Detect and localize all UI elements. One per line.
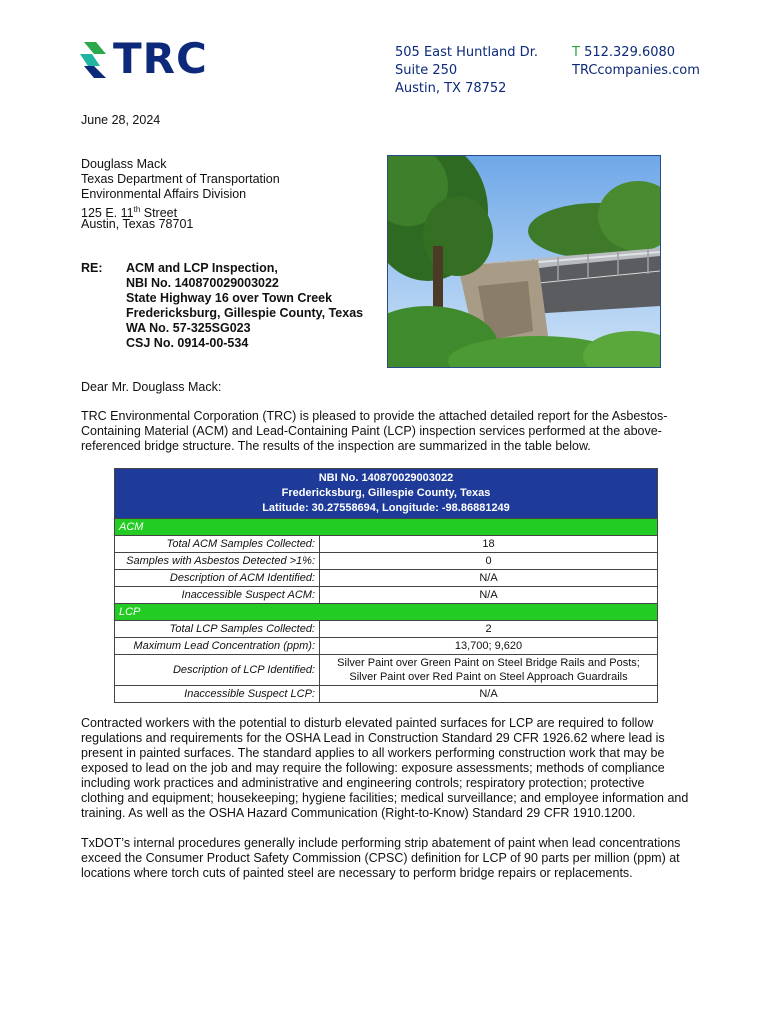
logo-chevron-icon xyxy=(80,40,110,80)
salutation: Dear Mr. Douglass Mack: xyxy=(81,380,222,394)
re-line: State Highway 16 over Town Creek xyxy=(126,291,333,305)
recipient-street xyxy=(81,202,280,221)
re-line: WA No. 57-325SG023 xyxy=(126,321,251,335)
row-value: N/A xyxy=(320,587,658,604)
table-row xyxy=(115,621,658,638)
re-line: Fredericksburg, Gillespie County, Texas xyxy=(126,306,364,320)
address-line: Austin, TX 78752 xyxy=(395,81,507,96)
table-row xyxy=(115,587,658,604)
intro-paragraph: TRC Environmental Corporation (TRC) is pleased to provide the attached detailed report for the Asbestos-Containing Material (ACM) and Lead-Containing Paint (LCP) inspection services performed at the above-referenced bridge structure. The results of the inspection are summarized in the table below. xyxy=(81,409,668,453)
bridge-photo-image xyxy=(388,156,660,367)
recipient-name: Douglass Mack xyxy=(81,157,167,171)
table-row xyxy=(115,536,658,553)
company-address xyxy=(395,44,538,98)
row-label: Samples with Asbestos Detected >1%: xyxy=(115,553,320,570)
header-nbi: NBI No. 140870029003022 xyxy=(318,472,454,484)
logo-text: TRC xyxy=(113,34,208,83)
recipient-division: Environmental Affairs Division xyxy=(81,187,247,201)
row-value: 18 xyxy=(320,536,658,553)
lcp-section-label: LCP xyxy=(115,604,658,621)
acm-section-row xyxy=(115,519,658,536)
row-label: Inaccessible Suspect ACM: xyxy=(115,587,320,604)
row-label: Inaccessible Suspect LCP: xyxy=(115,686,320,703)
row-value: 2 xyxy=(320,621,658,638)
company-contact xyxy=(572,44,700,80)
street-name: Street xyxy=(140,206,178,221)
table-header-cell xyxy=(115,469,658,519)
re-line: CSJ No. 0914-00-534 xyxy=(126,336,249,350)
letter-date: June 28, 2024 xyxy=(81,113,161,127)
address-line: Suite 250 xyxy=(395,63,458,78)
row-value-line: Silver Paint over Green Paint on Steel Bridge Rails and Posts; xyxy=(337,657,640,669)
phone-number: 512.329.6080 xyxy=(584,45,676,60)
table-row xyxy=(115,553,658,570)
row-value xyxy=(320,655,658,686)
header-coordinates: Latitude: 30.27558694, Longitude: -98.86881249 xyxy=(262,502,510,514)
row-value: N/A xyxy=(320,686,658,703)
row-value-line: Silver Paint over Red Paint on Steel Approach Guardrails xyxy=(349,671,628,683)
recipient-org: Texas Department of Transportation xyxy=(81,172,280,186)
header-location: Fredericksburg, Gillespie County, Texas xyxy=(281,487,491,499)
bridge-photo xyxy=(387,155,661,368)
row-value: 0 xyxy=(320,553,658,570)
re-subject xyxy=(126,261,363,351)
re-label: RE: xyxy=(81,261,103,275)
acm-section-label: ACM xyxy=(115,519,658,536)
recipient-block xyxy=(81,157,280,232)
row-label: Total LCP Samples Collected: xyxy=(115,621,320,638)
table-row xyxy=(115,638,658,655)
row-value: 13,700; 9,620 xyxy=(320,638,658,655)
table-header-row xyxy=(115,469,658,519)
osha-paragraph: Contracted workers with the potential to disturb elevated painted surfaces for LCP are required to follow regulations and requirements for the OSHA Lead in Construction Standard 29 CFR 1926.62 where lead is present in painted surfaces. The standard applies to all workers performing construction work that may be exposed to lead on the job and may require the following: exposure assessments; methods of compliance including work practices and administrative and engineering controls; respiratory protection; protective clothing and equipment; housekeeping; hygiene facilities; medical surveillance; and employee information and training. As well as the OSHA Hazard Communication (Right-to-Know) Standard 29 CFR 1910.1200. xyxy=(81,716,689,820)
website-link[interactable]: TRCcompanies.com xyxy=(572,63,700,78)
recipient-city: Austin, Texas 78701 xyxy=(81,217,194,231)
phone-line xyxy=(572,44,700,62)
table-row xyxy=(115,570,658,587)
table-row xyxy=(115,655,658,686)
row-label: Maximum Lead Concentration (ppm): xyxy=(115,638,320,655)
address-line: 505 East Huntland Dr. xyxy=(395,45,538,60)
row-value: N/A xyxy=(320,570,658,587)
street-number: 125 E. 11 xyxy=(81,206,134,221)
row-label: Total ACM Samples Collected: xyxy=(115,536,320,553)
re-line: ACM and LCP Inspection, xyxy=(126,261,278,275)
inspection-summary-table xyxy=(114,468,658,703)
re-line: NBI No. 140870029003022 xyxy=(126,276,279,290)
trc-logo xyxy=(80,34,210,83)
table-row xyxy=(115,686,658,703)
row-label: Description of ACM Identified: xyxy=(115,570,320,587)
lcp-section-row xyxy=(115,604,658,621)
txdot-paragraph: TxDOT’s internal procedures generally include performing strip abatement of paint when lead concentrations exceed the Consumer Product Safety Commission (CPSC) definition for LCP of 90 parts per million (ppm) at locations where torch cuts of painted steel are necessary to perform bridge repairs or replacements. xyxy=(81,836,681,880)
street-suffix: th xyxy=(133,205,141,214)
phone-prefix: T xyxy=(572,45,580,60)
row-label: Description of LCP Identified: xyxy=(115,655,320,686)
